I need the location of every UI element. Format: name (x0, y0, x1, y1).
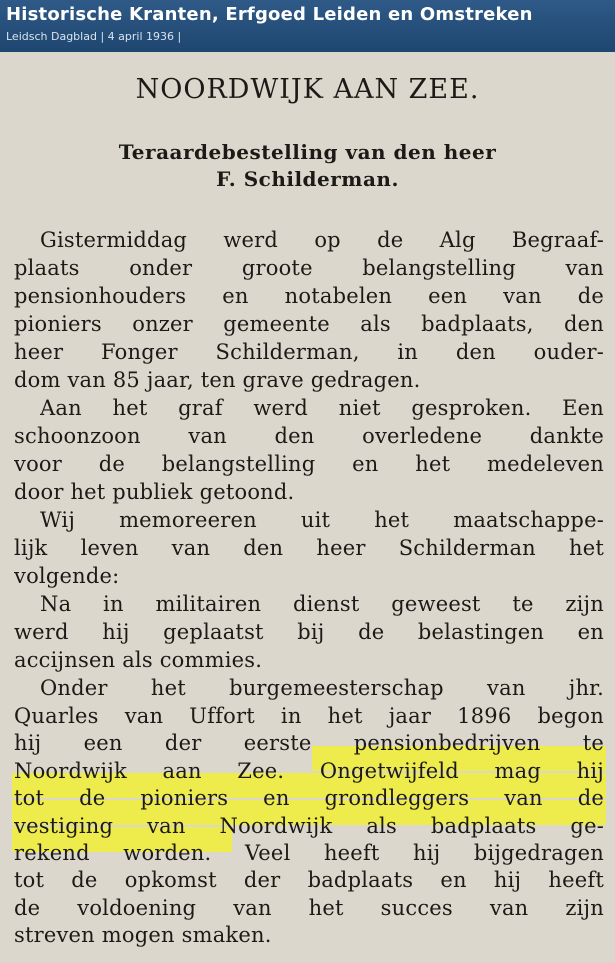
text-line: Quarles van Uffort in het jaar 1896 begon (14, 704, 604, 728)
text-line: rekend worden. Veel heeft hij bijgedragen (14, 841, 604, 865)
text-line: Aan het graf werd niet gesproken. Een (40, 396, 604, 420)
viewer-header (0, 0, 615, 52)
article-heading: NOORDWIJK AAN ZEE. (135, 74, 480, 105)
text-line: pioniers onzer gemeente als badplaats, den (14, 312, 604, 336)
text-line: hij een der eerste pensionbedrijven te (14, 731, 604, 756)
text-line: plaats onder groote belangstelling van (14, 256, 604, 280)
newspaper-clipping (0, 52, 615, 963)
text-line: werd hij geplaatst bij de belastingen en (14, 620, 604, 644)
text-line: streven mogen smaken. (14, 923, 272, 948)
text-line: lijk leven van den heer Schilderman het (14, 536, 604, 560)
text-line: Na in militairen dienst geweest te zijn (40, 592, 604, 616)
site-title[interactable]: Historische Kranten, Erfgoed Leiden en Omstreken (6, 4, 533, 25)
text-line: dom van 85 jaar, ten grave gedragen. (14, 368, 421, 392)
text-line: Gistermiddag werd op de Alg Begraaf- (40, 228, 604, 252)
text-line: Onder het burgemeesterschap van jhr. (40, 676, 604, 700)
text-line: Noordwijk aan Zee. Ongetwijfeld mag hij (14, 758, 604, 783)
article-subheading-1: Teraardebestelling van den heer (118, 140, 497, 164)
text-line: volgende: (14, 564, 120, 588)
text-line: voor de belangstelling en het medeleven (14, 452, 604, 476)
text-line: tot de pioniers en grondleggers van de (14, 786, 604, 811)
source-info: Leidsch Dagblad | 4 april 1936 | (6, 30, 182, 43)
text-line: accijnsen als commies. (14, 648, 263, 672)
text-line: de voldoening van het succes van zijn (14, 895, 604, 920)
text-line: vestiging van Noordwijk als badplaats ge- (14, 813, 604, 838)
text-line: heer Fonger Schilderman, in den ouder- (14, 340, 604, 364)
text-line: tot de opkomst der badplaats en hij heeft (14, 868, 604, 893)
text-line: door het publiek getoond. (14, 480, 295, 504)
text-line: Wij memoreeren uit het maatschappe- (40, 508, 604, 532)
text-line: schoonzoon van den overledene dankte (14, 424, 604, 448)
article-subheading-2: F. Schilderman. (216, 167, 399, 191)
text-line: pensionhouders en notabelen een van de (14, 284, 604, 308)
